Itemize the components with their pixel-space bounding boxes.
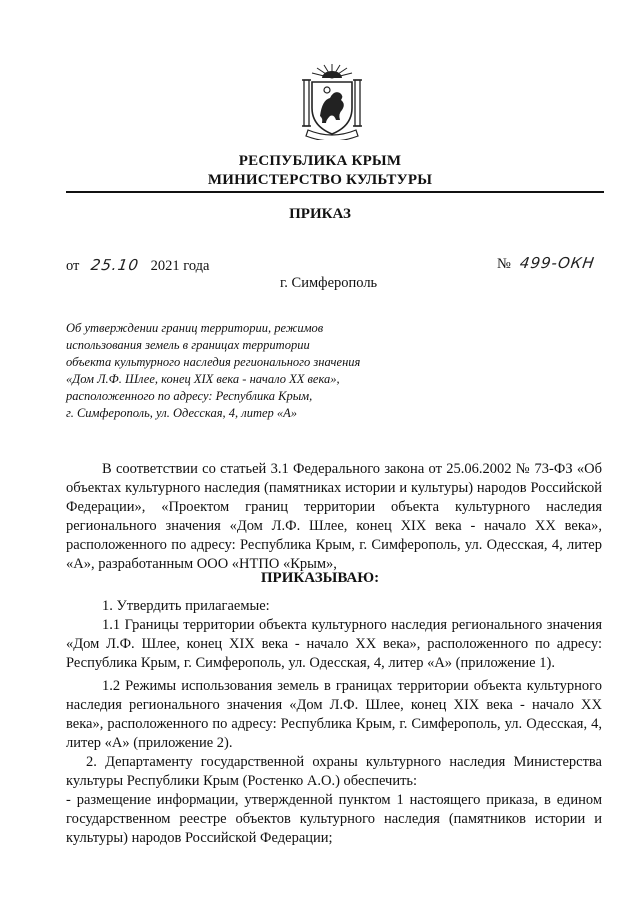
- coat-of-arms-emblem: [296, 60, 368, 140]
- document-subject: [66, 320, 386, 422]
- item-1: 1. Утвердить прилагаемые:: [102, 598, 270, 614]
- subject-line: «Дом Л.Ф. Шлее, конец XIX века - начало XX века»,: [66, 372, 340, 386]
- preamble-paragraph: В соответствии со статьей 3.1 Федерального закона от 25.06.2002 № 73-ФЗ «Об объектах культурного наследия (памятниках истории и культуры) народов Российской Федерации», «Проектом границ территории объекта культурного наследия регионального значения «Дом Л.Ф. Шлее, конец XIX века - начало XX века», расположенного по адресу: Республика Крым, г. Симферополь, ул. Одесская, 4, литер «А», разработанным ООО «НТПО «Крым»,: [66, 461, 602, 572]
- header-republic: РЕСПУБЛИКА КРЫМ: [238, 153, 402, 169]
- preamble-block: [66, 460, 602, 574]
- item-2: 2. Департаменту государственной охраны культурного наследия Министерства культуры Республики Крым (Ростенко А.О.) обеспечить:: [66, 754, 602, 789]
- subject-line: г. Симферополь, ул. Одесская, 4, литер «А»: [66, 406, 298, 420]
- subject-line: использования земель в границах территории: [66, 338, 310, 352]
- date-prefix: от: [66, 258, 80, 274]
- subject-line: Об утверждении границ территории, режимов: [66, 321, 324, 335]
- date-handwritten: 25.10: [89, 256, 141, 274]
- order-items: [66, 597, 602, 848]
- document-number: [497, 254, 595, 273]
- document-city: г. Симферополь: [280, 275, 378, 291]
- date-suffix: 2021 года: [150, 258, 210, 274]
- document-date: [66, 256, 209, 275]
- order-heading: ПРИКАЗЫВАЮ:: [260, 570, 380, 586]
- number-prefix: №: [497, 256, 511, 272]
- item-1-2: 1.2 Режимы использования земель в границах территории объекта культурного наследия регионального значения «Дом Л.Ф. Шлее, конец XIX века - начало XX века», расположенного по адресу: Республика Крым, г. Симферополь, ул. Одесская, 4, литер «А» (приложение 2).: [66, 678, 602, 751]
- number-handwritten: 499-ОКН: [519, 254, 597, 272]
- header-divider: [66, 191, 604, 193]
- item-1-1: 1.1 Границы территории объекта культурного наследия регионального значения «Дом Л.Ф. Шлее, конец XIX века - начало XX века», расположенного по адресу: Республика Крым, г. Симферополь, ул. Одесская, 4, литер «А» (приложение 1).: [66, 617, 602, 671]
- document-type: ПРИКАЗ: [289, 206, 351, 222]
- subject-line: расположенного по адресу: Республика Крым,: [66, 389, 313, 403]
- header-ministry: МИНИСТЕРСТВО КУЛЬТУРЫ: [207, 172, 433, 188]
- subject-line: объекта культурного наследия регионального значения: [66, 355, 361, 369]
- item-2-a: - размещение информации, утвержденной пунктом 1 настоящего приказа, в едином государственном реестре объектов культурного наследия (памятников истории и культуры) народов Российской Федерации;: [66, 792, 602, 846]
